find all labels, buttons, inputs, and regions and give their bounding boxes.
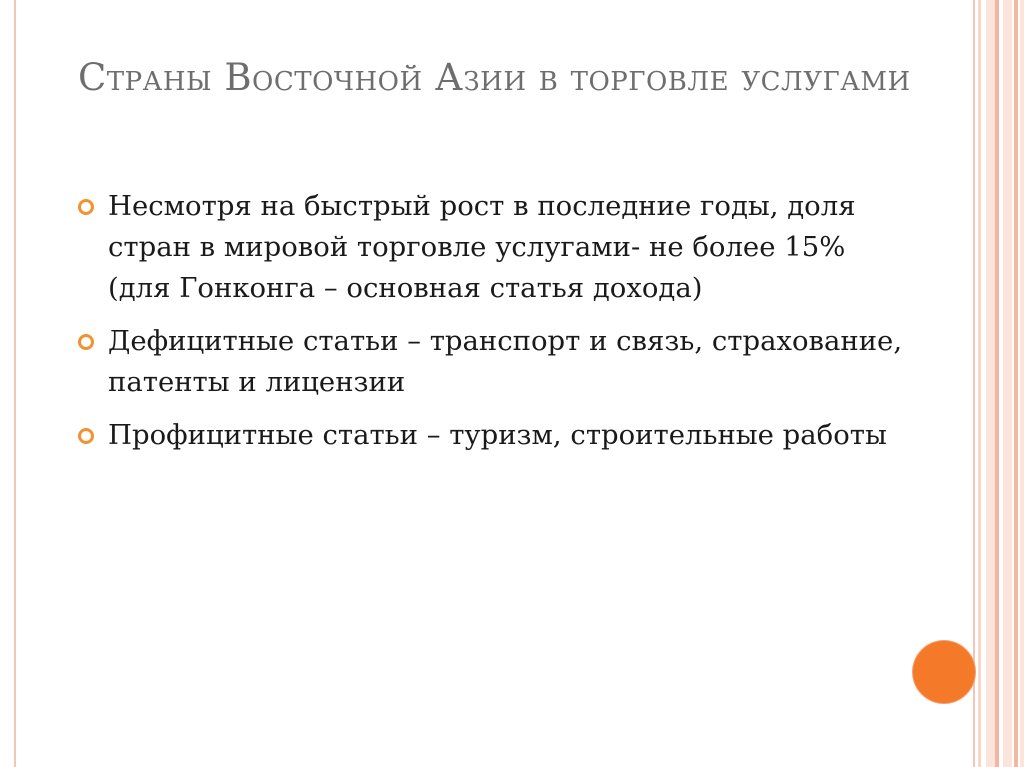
stripe [1020, 0, 1024, 767]
bullet-ring-icon [78, 428, 94, 444]
stripe [1014, 0, 1018, 767]
bullet-list [74, 186, 904, 468]
bullet-item [74, 321, 904, 403]
stripe [978, 0, 981, 767]
bullet-text: Профицитные статьи – туризм, строительные работы [108, 419, 887, 451]
bullet-text: Дефицитные статьи – транспорт и связь, страхование, патенты и лицензии [108, 325, 903, 398]
stripe [986, 0, 995, 767]
slide-title: Страны Восточной Азии в торговле услугами [78, 56, 911, 99]
bullet-item [74, 415, 904, 456]
decorative-circle-icon [913, 641, 975, 703]
bullet-ring-icon [78, 199, 94, 215]
decorative-stripes [978, 0, 1024, 767]
stripe [1003, 0, 1012, 767]
slide-frame [14, 0, 975, 767]
bullet-item [74, 186, 904, 309]
stripe [995, 0, 999, 767]
bullet-text: Несмотря на быстрый рост в последние годы, доля стран в мировой торговле услугами- не более 15% (для Гонконга – основная статья дохода) [108, 190, 856, 304]
bullet-ring-icon [78, 334, 94, 350]
